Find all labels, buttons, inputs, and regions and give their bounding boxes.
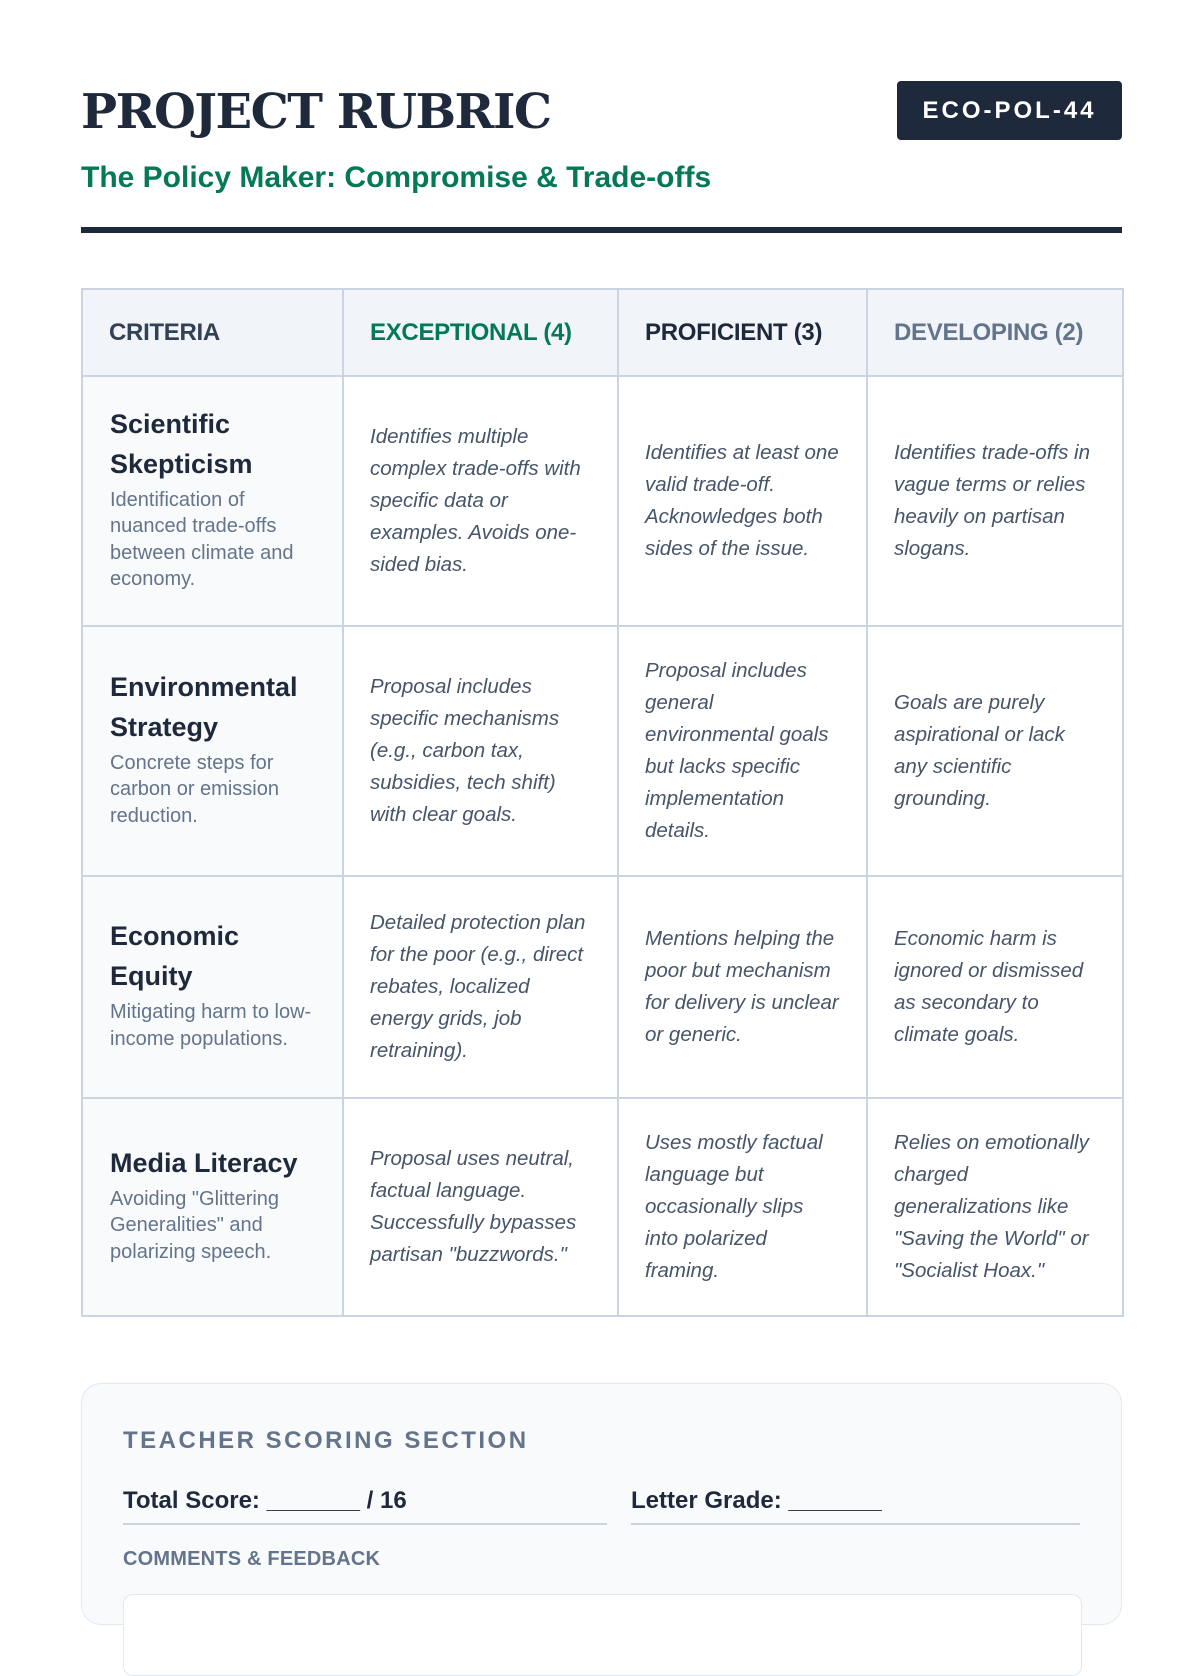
total-score-field[interactable]: Total Score: _______ / 16: [123, 1483, 607, 1525]
exceptional-descriptor: Identifies multiple complex trade-offs with specific data or examples. Avoids one-sided bias.: [343, 376, 618, 626]
criteria-cell: [82, 876, 343, 1098]
criteria-name: Scientific Skepticism: [110, 408, 253, 479]
developing-descriptor: Goals are purely aspirational or lack any scientific grounding.: [867, 626, 1123, 876]
header-divider: [81, 227, 1122, 233]
criteria-cell: [82, 1098, 343, 1316]
developing-descriptor: Economic harm is ignored or dismissed as secondary to climate goals.: [867, 876, 1123, 1098]
scoring-section-title: TEACHER SCORING SECTION: [123, 1427, 529, 1454]
criteria-description: Mitigating harm to low-income populations.: [110, 1001, 312, 1050]
column-header-developing: DEVELOPING (2): [867, 289, 1123, 376]
developing-descriptor: Identifies trade-offs in vague terms or relies heavily on partisan slogans.: [867, 376, 1123, 626]
teacher-scoring-section: [81, 1383, 1122, 1625]
criteria-name: Environmental Strategy: [110, 671, 298, 742]
exceptional-descriptor: Proposal includes specific mechanisms (e.g., carbon tax, subsidies, tech shift) with clear goals.: [343, 626, 618, 876]
page-title: PROJECT RUBRIC: [81, 84, 551, 140]
criteria-name: Economic Equity: [110, 921, 240, 991]
rubric-row-economic-equity: [82, 876, 1123, 1098]
page-subtitle: The Policy Maker: Compromise & Trade-offs: [81, 161, 712, 194]
rubric-row-environmental-strategy: [82, 626, 1123, 876]
comments-feedback-box[interactable]: [123, 1594, 1082, 1676]
criteria-cell: [82, 626, 343, 876]
rubric-header-row: [82, 289, 1123, 376]
course-code-badge: ECO-POL-44: [897, 81, 1122, 140]
letter-grade-field[interactable]: Letter Grade: _______: [631, 1483, 1080, 1525]
comments-label: COMMENTS & FEEDBACK: [123, 1548, 381, 1570]
criteria-description: Avoiding "Glittering Generalities" and polarizing speech.: [110, 1187, 280, 1263]
proficient-descriptor: Identifies at least one valid trade-off. Acknowledges both sides of the issue.: [618, 376, 867, 626]
column-header-proficient: PROFICIENT (3): [618, 289, 867, 376]
rubric-row-media-literacy: [82, 1098, 1123, 1316]
proficient-descriptor: Uses mostly factual language but occasionally slips into polarized framing.: [618, 1098, 867, 1316]
exceptional-descriptor: Proposal uses neutral, factual language. Successfully bypasses partisan "buzzwords.": [343, 1098, 618, 1316]
proficient-descriptor: Proposal includes general environmental goals but lacks specific implementation details.: [618, 626, 867, 876]
criteria-cell: [82, 376, 343, 626]
developing-descriptor: Relies on emotionally charged generalizations like "Saving the World" or "Socialist Hoax.": [867, 1098, 1123, 1316]
criteria-description: Identification of nuanced trade-offs between climate and economy.: [110, 488, 294, 590]
proficient-descriptor: Mentions helping the poor but mechanism for delivery is unclear or generic.: [618, 876, 867, 1098]
rubric-header: [81, 80, 1122, 236]
rubric-row-scientific-skepticism: [82, 376, 1123, 626]
criteria-name: Media Literacy: [110, 1147, 298, 1178]
rubric-table: [81, 288, 1124, 1317]
exceptional-descriptor: Detailed protection plan for the poor (e.g., direct rebates, localized energy grids, job retraining).: [343, 876, 618, 1098]
column-header-criteria: CRITERIA: [82, 289, 343, 376]
column-header-exceptional: EXCEPTIONAL (4): [343, 289, 618, 376]
criteria-description: Concrete steps for carbon or emission reduction.: [110, 751, 279, 827]
